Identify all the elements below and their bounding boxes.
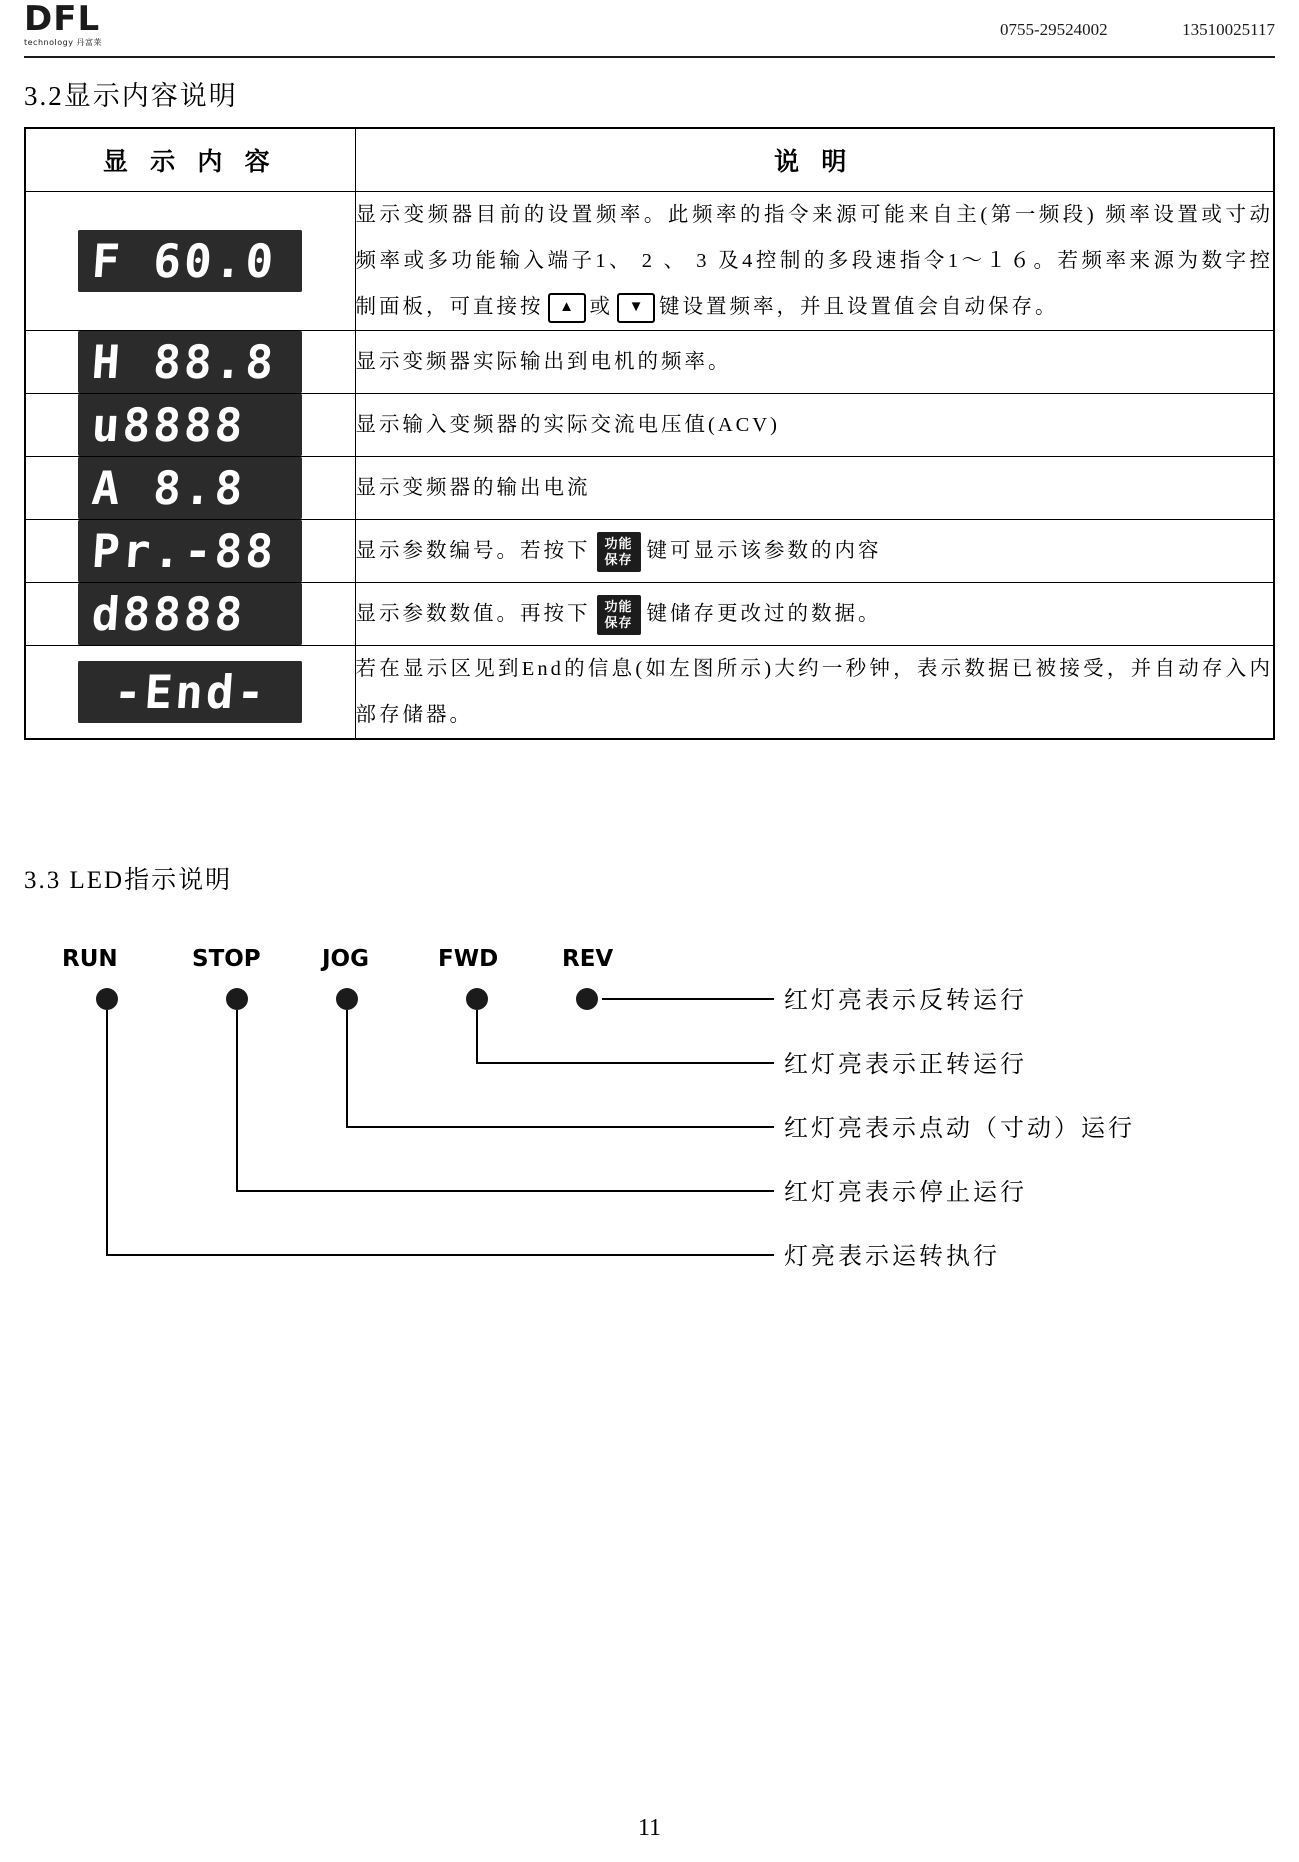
table-header-row bbox=[25, 128, 1274, 192]
up-arrow-key-icon: ▲ bbox=[548, 293, 586, 323]
logo-text: DFL bbox=[24, 0, 101, 39]
section-3-2-title: 3.2显示内容说明 bbox=[24, 81, 238, 111]
function-save-key-icon bbox=[597, 595, 641, 635]
key-label-top: 功能 bbox=[604, 536, 633, 552]
down-arrow-key-icon: ▼ bbox=[617, 293, 655, 323]
table-row bbox=[25, 192, 1274, 331]
description-cell: 显示输入变频器的实际交流电压值(ACV) bbox=[355, 394, 1274, 457]
led-dot-fwd bbox=[466, 988, 488, 1010]
desc-text-mid: 或 bbox=[589, 296, 613, 318]
lcd-panel: A 8.8 bbox=[78, 457, 302, 519]
lcd-display-cell bbox=[25, 331, 355, 394]
leader-line-rev bbox=[602, 998, 774, 1000]
lcd-display-cell bbox=[25, 646, 355, 740]
table-row bbox=[25, 646, 1274, 740]
lcd-panel: Pr.-88 bbox=[78, 520, 302, 582]
lcd-display-cell bbox=[25, 192, 355, 331]
led-label-rev: REV bbox=[562, 946, 614, 972]
desc-text-part1: 显示变频器目前的设置频率。此频率的指令来源可能来自主(第一频段) 频率设置或寸动频率或多功能输入端子1、 2 、 3 及4控制的多段速指令1～１６。若频率来源为数字控制面板，可直接按 bbox=[355, 204, 1273, 318]
description-cell: 显示变频器的输出电流 bbox=[355, 457, 1274, 520]
led-dot-stop bbox=[226, 988, 248, 1010]
led-dot-rev bbox=[576, 988, 598, 1010]
table-row bbox=[25, 331, 1274, 394]
led-note-rev: 红灯亮表示反转运行 bbox=[784, 988, 1027, 1014]
desc-text-part1: 显示参数编号。若按下 bbox=[355, 540, 591, 562]
led-dot-run bbox=[96, 988, 118, 1010]
table-row bbox=[25, 520, 1274, 583]
led-label-fwd: FWD bbox=[438, 946, 499, 972]
lcd-display-cell bbox=[25, 583, 355, 646]
lcd-panel: -End- bbox=[78, 661, 302, 723]
led-note-fwd: 红灯亮表示正转运行 bbox=[784, 1052, 1027, 1078]
leader-line-stop-h bbox=[236, 1190, 774, 1192]
company-logo bbox=[24, 2, 134, 48]
spacer bbox=[24, 740, 1275, 860]
lcd-display-cell bbox=[25, 394, 355, 457]
lcd-display-cell bbox=[25, 520, 355, 583]
table-row bbox=[25, 583, 1274, 646]
leader-line-stop-v bbox=[236, 1010, 238, 1190]
display-content-table bbox=[24, 127, 1275, 740]
lcd-display-cell bbox=[25, 457, 355, 520]
column-header-display: 显 示 内 容 bbox=[25, 128, 355, 192]
leader-line-run-h bbox=[106, 1254, 774, 1256]
logo-subtext: technology 丹富莱 bbox=[24, 38, 102, 47]
led-note-run: 灯亮表示运转执行 bbox=[784, 1244, 1000, 1270]
leader-line-jog-v bbox=[346, 1010, 348, 1126]
leader-line-run-v bbox=[106, 1010, 108, 1254]
led-note-stop: 红灯亮表示停止运行 bbox=[784, 1180, 1027, 1206]
led-label-jog: JOG bbox=[322, 946, 369, 972]
desc-text-part2: 键可显示该参数的内容 bbox=[646, 540, 882, 562]
description-cell: 若在显示区见到End的信息(如左图所示)大约一秒钟，表示数据已被接受，并自动存入内部存储器。 bbox=[355, 646, 1274, 740]
description-cell bbox=[355, 583, 1274, 646]
table-row bbox=[25, 394, 1274, 457]
leader-line-fwd-h bbox=[476, 1062, 774, 1064]
phone-landline: 0755-29524002 bbox=[999, 20, 1108, 39]
led-indicator-diagram bbox=[24, 922, 1275, 1270]
led-label-run: RUN bbox=[62, 946, 118, 972]
header-contact bbox=[1000, 20, 1275, 40]
function-save-key-icon bbox=[597, 532, 641, 572]
key-label-top: 功能 bbox=[604, 599, 633, 615]
desc-text-part1: 显示参数数值。再按下 bbox=[355, 603, 591, 625]
leader-line-fwd-v bbox=[476, 1010, 478, 1062]
page-number: 11 bbox=[637, 1815, 662, 1841]
leader-line-jog-h bbox=[346, 1126, 774, 1128]
lcd-panel: d8888 bbox=[78, 583, 302, 645]
section-3-3-title: 3.3 LED指示说明 bbox=[24, 867, 233, 894]
lcd-panel: H 88.8 bbox=[78, 331, 302, 393]
table-row bbox=[25, 457, 1274, 520]
page-header bbox=[24, 0, 1275, 58]
key-label-bottom: 保存 bbox=[604, 615, 633, 631]
key-label-bottom: 保存 bbox=[604, 552, 633, 568]
desc-text-part2: 键设置频率，并且设置值会自动保存。 bbox=[659, 296, 1059, 318]
desc-text-part2: 键储存更改过的数据。 bbox=[646, 603, 882, 625]
led-label-stop: STOP bbox=[192, 946, 261, 972]
description-cell bbox=[355, 520, 1274, 583]
description-cell: 显示变频器实际输出到电机的频率。 bbox=[355, 331, 1274, 394]
description-cell bbox=[355, 192, 1274, 331]
phone-mobile: 13510025117 bbox=[1182, 20, 1275, 39]
lcd-panel: F 60.0 bbox=[78, 230, 302, 292]
led-note-jog: 红灯亮表示点动（寸动）运行 bbox=[784, 1116, 1135, 1142]
lcd-panel: u8888 bbox=[78, 394, 302, 456]
column-header-description: 说 明 bbox=[355, 128, 1274, 192]
led-dot-jog bbox=[336, 988, 358, 1010]
